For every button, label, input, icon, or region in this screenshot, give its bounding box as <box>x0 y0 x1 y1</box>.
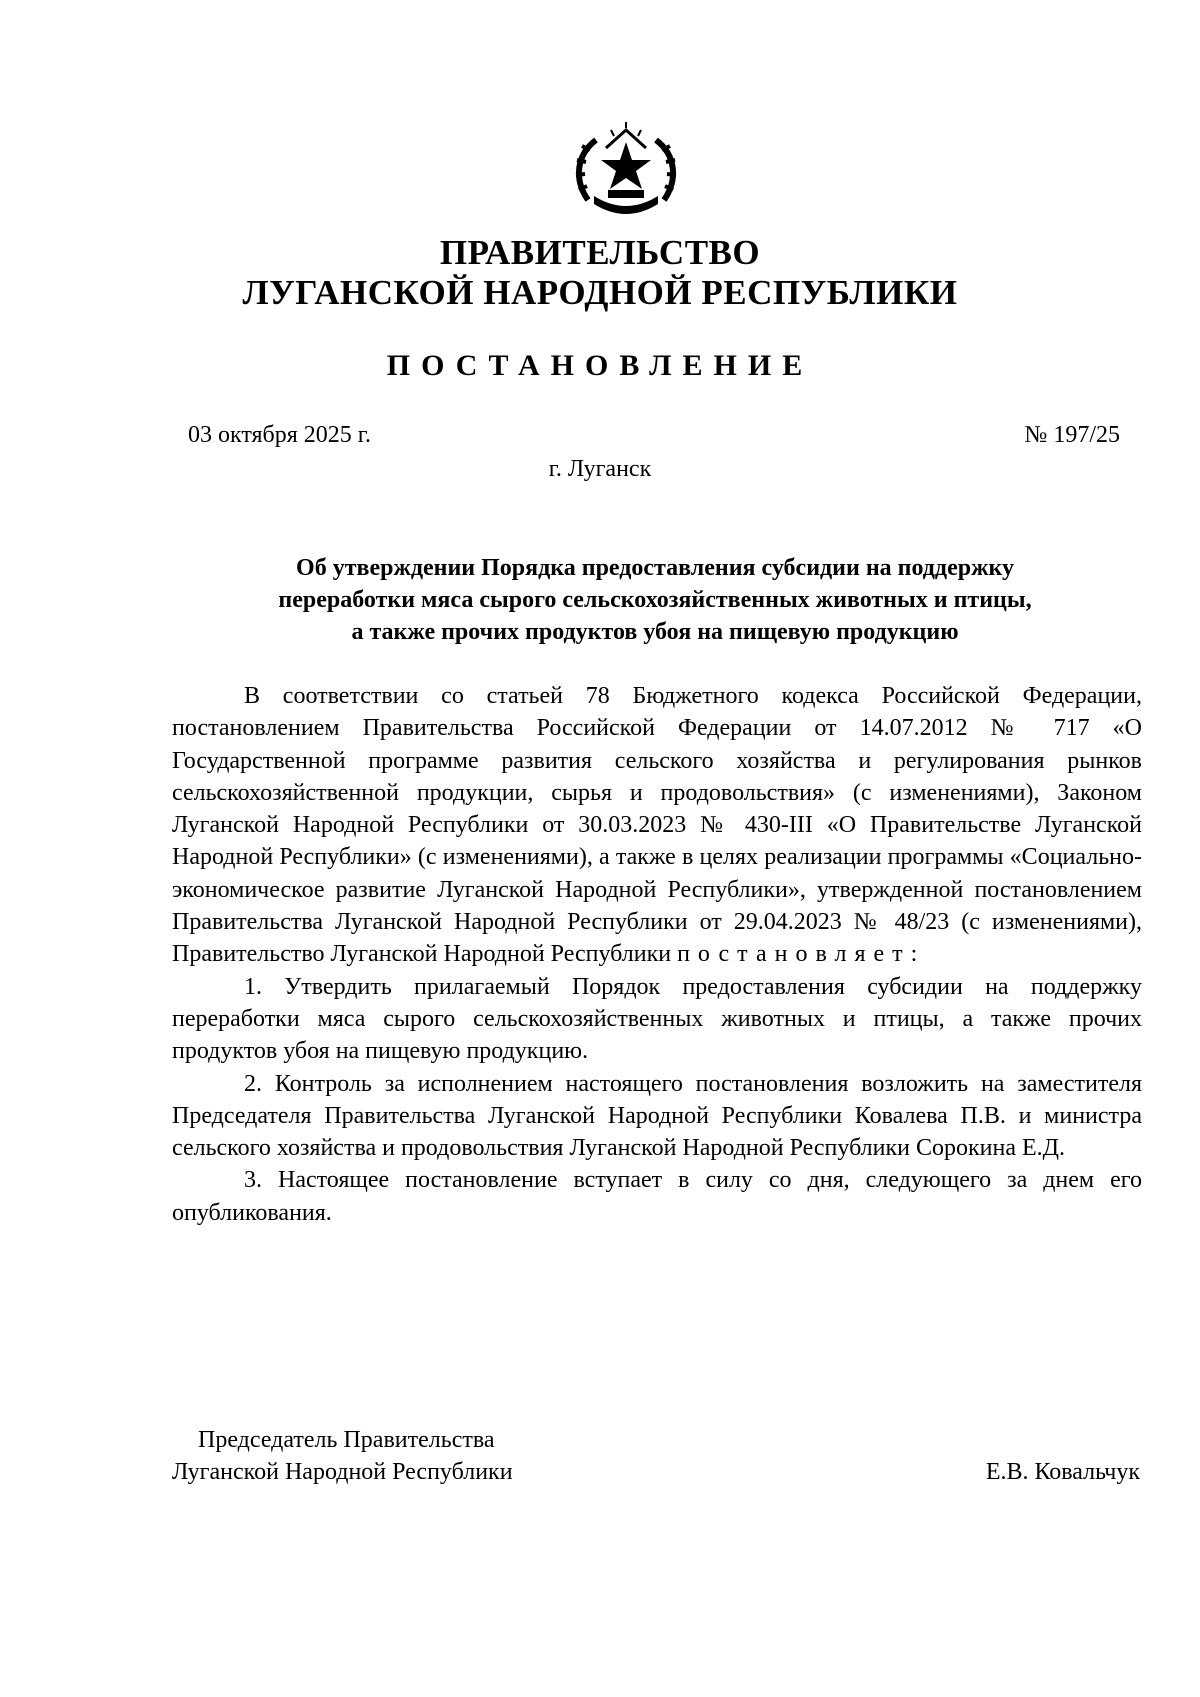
item-3-paragraph: 3. Настоящее постановление вступает в силу со дня, следующего за днем его опубликования. <box>172 1167 1142 1226</box>
document-subject <box>170 552 1140 648</box>
item-2-paragraph: 2. Контроль за исполнением настоящего постановления возложить на заместителя Председателя Правительства Луганской Народной Республики Ковалева П.В. и министра сельского хозяйства и продовольствия Луганской Народной Республики Сорокина Е.Д. <box>172 1070 1142 1162</box>
signature-position-line1: Председатель Правительства <box>198 1427 495 1453</box>
document-number: № 197/25 <box>1024 422 1120 448</box>
subject-line2: переработки мяса сырого сельскохозяйственных животных и птицы, <box>278 587 1032 613</box>
subject-line3: а также прочих продуктов убоя на пищевую продукцию <box>351 619 959 645</box>
document-city: г. Луганск <box>548 456 652 482</box>
document-type: ПОСТАНОВЛЕНИЕ <box>386 349 814 382</box>
document-body <box>172 680 1142 1229</box>
government-title-line2: ЛУГАНСКОЙ НАРОДНОЙ РЕСПУБЛИКИ <box>242 273 958 312</box>
item-1-paragraph: 1. Утвердить прилагаемый Порядок предоставления субсидии на поддержку переработки мяса сырого сельскохозяйственных животных и птицы, а также прочих продуктов убоя на пищевую продукцию. <box>172 973 1142 1065</box>
preamble-paragraph <box>172 680 1142 971</box>
document-date: 03 октября 2025 г. <box>188 422 371 448</box>
signature-position-line2: Луганской Народной Республики <box>172 1459 513 1485</box>
preamble-text: В соответствии со статьей 78 Бюджетного кодекса Российской Федерации, постановлением Правительства Российской Федерации от 14.07.2012 № 717 «О Государственной программе развития сельского хозяйства и регулирования рынков сельскохозяйственной продукции, сырья и продовольствия» (с изменениями), Законом Луганской Народной Республики от 30.03.2023 № 430-III «О Правительстве Луганской Народной Республики» (с изменениями), а также в целях реализации программы «Социально-экономическое развитие Луганской Народной Республики», утвержденной постановлением Правительства Луганской Народной Республики от 29.04.2023 № 48/23 (с изменениями), Правительство Луганской Народной Республики <box>172 683 1142 968</box>
government-title-line1: ПРАВИТЕЛЬСТВО <box>439 233 761 272</box>
signature-name: Е.В. Ковальчук <box>985 1459 1140 1485</box>
subject-line1: Об утверждении Порядка предоставления субсидии на поддержку <box>296 555 1014 581</box>
decree-word: постановляет: <box>677 941 926 968</box>
coat-of-arms-icon <box>566 120 686 220</box>
